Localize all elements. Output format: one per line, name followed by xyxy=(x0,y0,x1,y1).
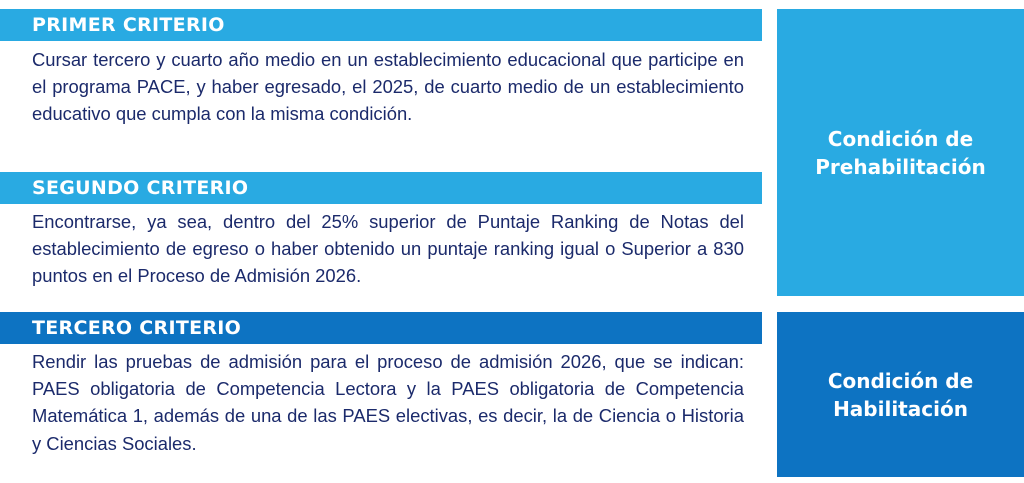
tercero-criterio-header: TERCERO CRITERIO xyxy=(0,312,762,344)
condicion-habilitacion-line1: Condición de xyxy=(827,368,974,393)
condicion-habilitacion-line2: Habilitación xyxy=(833,396,968,421)
segundo-criterio-header: SEGUNDO CRITERIO xyxy=(0,172,762,204)
primer-criterio-header: PRIMER CRITERIO xyxy=(0,9,762,41)
primer-criterio-text: Cursar tercero y cuarto año medio en un establecimiento educacional que participe en el programa PACE, y haber egresado, el 2025, de cuarto medio de un establecimiento educativo que cumpla con la misma condición. xyxy=(32,49,744,125)
condicion-prehabilitacion-line2: Prehabilitación xyxy=(815,154,986,179)
condicion-habilitacion-box xyxy=(777,312,1024,477)
condicion-prehabilitacion-box xyxy=(777,9,1024,296)
tercero-criterio-text: Rendir las pruebas de admisión para el proceso de admisión 2026, que se indican: PAES obligatoria de Competencia Lectora y la PAES obligatoria de Competencia Matemática 1, además de una de las PAES electivas, es decir, la de Ciencia o Historia y Ciencias Sociales. xyxy=(32,351,744,454)
segundo-criterio-text: Encontrarse, ya sea, dentro del 25% superior de Puntaje Ranking de Notas del establecimiento de egreso o haber obtenido un puntaje ranking igual o Superior a 830 puntos en el Proceso de Admisión 2026. xyxy=(32,211,744,287)
condicion-prehabilitacion-line1: Condición de xyxy=(827,126,974,151)
